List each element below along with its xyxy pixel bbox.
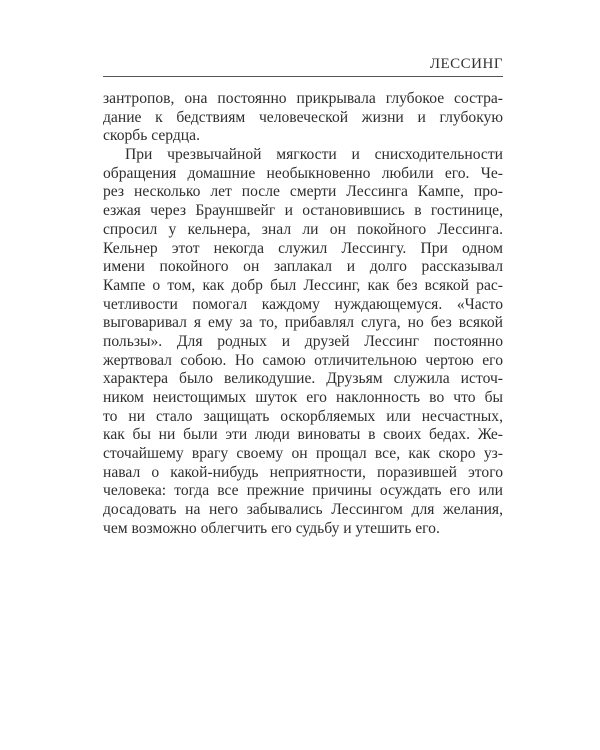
- text-line: скорбь сердца.: [103, 127, 200, 145]
- text-line: сточайшему врагу своему он прощал все, как скоро уз-: [103, 445, 503, 463]
- text-line: При чрезвычайной мягкости и снисходительности: [125, 146, 503, 164]
- text-line: человека: тогда все прежние причины осуждать его или: [103, 482, 503, 500]
- text-line: жертвовал собою. Но самою отличительною чертою его: [103, 351, 503, 369]
- text-line: рез несколько лет после смерти Лессинга Кампе, про-: [103, 183, 503, 201]
- running-head: ЛЕССИНГ: [429, 56, 503, 72]
- header-rule: [103, 76, 503, 77]
- text-line: четливости помогал каждому нуждающемуся. «Часто: [103, 295, 503, 313]
- text-line: навал о какой-нибудь неприятности, поразившей этого: [103, 463, 503, 481]
- text-line: пользы». Для родных и друзей Лессинг постоянно: [103, 332, 503, 350]
- text-line: Кельнер этот некогда служил Лессингу. При одном: [103, 239, 503, 257]
- text-line: досадовать на него забывались Лессингом для желания,: [103, 501, 503, 519]
- text-line: как бы ни были эти люди виноваты в своих бедах. Же-: [103, 426, 503, 444]
- text-line: обращения домашние необыкновенно любили его. Че-: [103, 164, 503, 182]
- text-line: характера было великодушие. Друзьям служила источ-: [103, 370, 503, 388]
- text-line: имени покойного он заплакал и долго рассказывал: [103, 258, 503, 276]
- text-line: езжая через Брауншвейг и остановившись в гостинице,: [103, 202, 503, 220]
- body-text: [103, 90, 503, 539]
- text-line: Кампе о том, как добр был Лессинг, как без всякой рас-: [103, 276, 503, 294]
- text-line: спросил у кельнера, знал ли он покойного Лессинга.: [103, 220, 503, 238]
- text-line: дание к бедствиям человеческой жизни и глубокую: [103, 108, 503, 126]
- text-line: чем возможно облегчить его судьбу и утешить его.: [103, 519, 440, 537]
- text-line: выговаривал я ему за то, прибавлял слуга, но без всякой: [103, 314, 503, 332]
- text-line: то ни стало защищать оскорбляемых или несчастных,: [103, 407, 503, 425]
- text-line: зантропов, она постоянно прикрывала глубокое состра-: [103, 90, 503, 107]
- text-line: ником неистощимых шуток его наклонность во что бы: [103, 389, 503, 406]
